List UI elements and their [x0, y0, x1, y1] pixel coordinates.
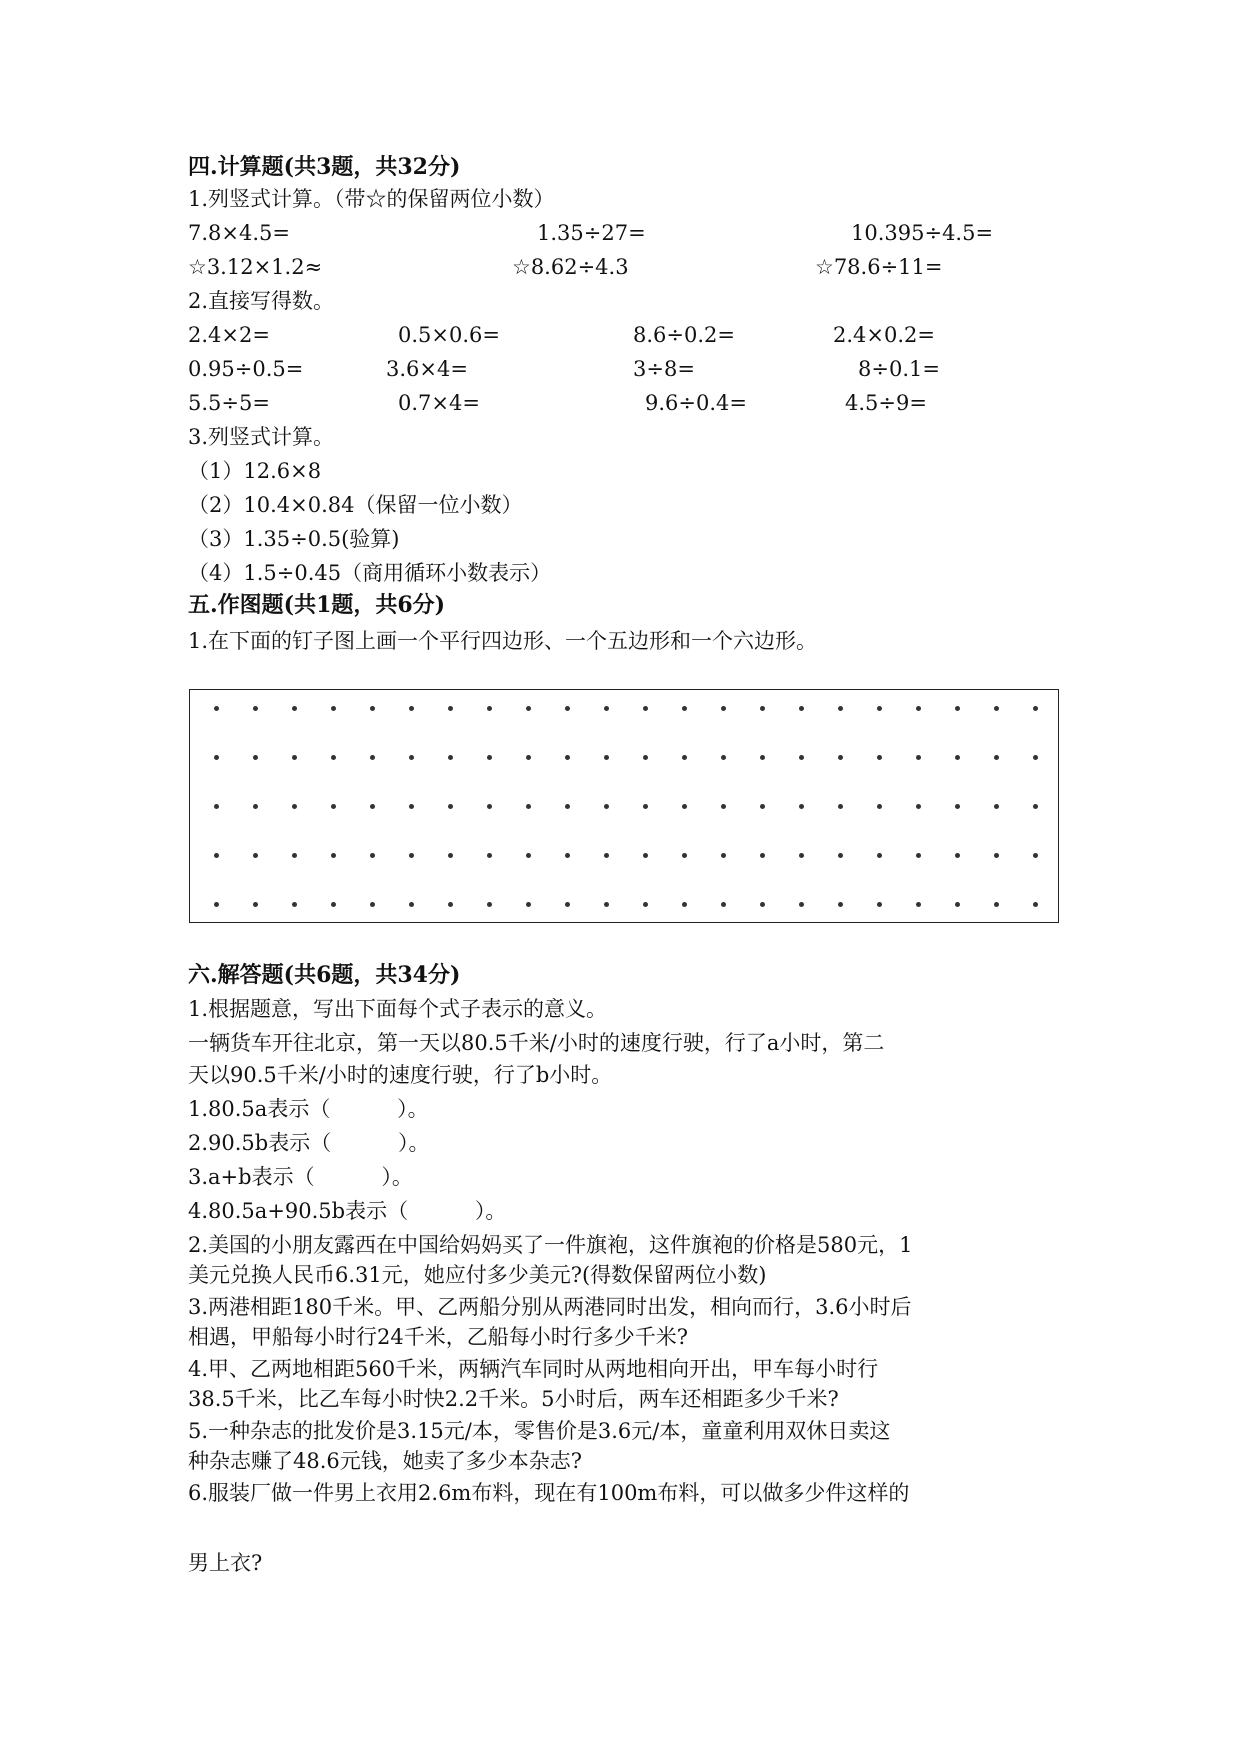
q6-6-text: 男上衣?	[188, 1551, 263, 1575]
nail-dot	[487, 804, 492, 809]
oral-item: 0.5×0.6=	[398, 323, 500, 347]
q4-3-title: 3.列竖式计算。	[188, 425, 335, 449]
q6-1-text: 天以90.5千米/小时的速度行驶，行了b小时。	[188, 1063, 613, 1087]
nail-dot	[955, 706, 960, 711]
q4-3-item: （4）1.5÷0.45（商用循环小数表示）	[188, 561, 552, 585]
q4-2-title: 2.直接写得数。	[188, 289, 335, 313]
nail-dot	[526, 902, 531, 907]
nail-dot	[682, 804, 687, 809]
q6-1-sub: 2.90.5b表示（ ）。	[188, 1131, 430, 1155]
nail-dot	[409, 804, 414, 809]
nail-dot	[409, 706, 414, 711]
q5-1-text: 1.在下面的钉子图上画一个平行四边形、一个五边形和一个六边形。	[188, 629, 818, 653]
nail-dot	[721, 853, 726, 858]
oral-item: 9.6÷0.4=	[645, 391, 747, 415]
nail-dot	[604, 902, 609, 907]
nail-dot	[877, 706, 882, 711]
nail-dot	[838, 804, 843, 809]
nail-dot	[682, 706, 687, 711]
nail-dot	[292, 853, 297, 858]
nail-dot	[565, 902, 570, 907]
oral-item: 5.5÷5=	[188, 391, 270, 415]
nail-dot	[370, 853, 375, 858]
nail-dot	[604, 804, 609, 809]
oral-item: 4.5÷9=	[845, 391, 927, 415]
calc-item: ☆78.6÷11=	[815, 255, 943, 279]
nail-dot	[760, 755, 765, 760]
nail-dot	[370, 804, 375, 809]
nail-dot	[331, 706, 336, 711]
calc-item: ☆3.12×1.2≈	[188, 255, 323, 279]
nail-dot	[877, 853, 882, 858]
calc-item: 10.395÷4.5=	[851, 221, 994, 245]
nail-board	[189, 689, 1059, 923]
section5-title: 五.作图题(共1题，共6分)	[188, 592, 446, 618]
nail-dot	[1033, 804, 1038, 809]
nail-dot	[370, 755, 375, 760]
nail-dot	[643, 853, 648, 858]
nail-dot	[799, 706, 804, 711]
nail-dot	[643, 755, 648, 760]
nail-dot	[565, 853, 570, 858]
nail-dot	[331, 804, 336, 809]
q6-1-text: 一辆货车开往北京，第一天以80.5千米/小时的速度行驶，行了a小时，第二	[188, 1031, 885, 1055]
q4-3-item: （1）12.6×8	[188, 459, 322, 483]
nail-dot	[838, 902, 843, 907]
nail-dot	[565, 755, 570, 760]
nail-dot	[916, 755, 921, 760]
nail-dot	[643, 902, 648, 907]
nail-dot	[292, 902, 297, 907]
nail-dot	[487, 902, 492, 907]
nail-dot	[604, 853, 609, 858]
nail-dot	[331, 853, 336, 858]
nail-dot	[448, 755, 453, 760]
nail-dot	[955, 902, 960, 907]
nail-dot	[916, 853, 921, 858]
nail-dot	[799, 853, 804, 858]
q6-4-text: 4.甲、乙两地相距560千米，两辆汽车同时从两地相向开出，甲车每小时行	[188, 1357, 879, 1381]
nail-dot	[1033, 706, 1038, 711]
nail-dot	[1033, 853, 1038, 858]
nail-dot	[214, 706, 219, 711]
nail-dot	[604, 755, 609, 760]
q4-3-item: （3）1.35÷0.5(验算)	[188, 527, 400, 551]
oral-item: 2.4×0.2=	[833, 323, 935, 347]
nail-dot	[760, 804, 765, 809]
oral-item: 8÷0.1=	[858, 357, 940, 381]
nail-dot	[565, 804, 570, 809]
q4-3-item: （2）10.4×0.84（保留一位小数）	[188, 493, 523, 517]
oral-item: 3.6×4=	[386, 357, 468, 381]
nail-dot	[1033, 902, 1038, 907]
nail-dot	[448, 804, 453, 809]
nail-dot	[916, 804, 921, 809]
nail-dot	[370, 902, 375, 907]
q6-1-sub: 3.a+b表示（ ）。	[188, 1165, 413, 1189]
nail-dot	[955, 755, 960, 760]
nail-dot	[487, 755, 492, 760]
nail-dot	[1033, 755, 1038, 760]
nail-dot	[253, 755, 258, 760]
nail-dot	[760, 706, 765, 711]
nail-dot	[994, 853, 999, 858]
oral-item: 0.95÷0.5=	[188, 357, 304, 381]
nail-dot	[994, 755, 999, 760]
nail-dot	[760, 853, 765, 858]
q4-1-title: 1.列竖式计算。（带☆的保留两位小数）	[188, 187, 555, 211]
nail-dot	[994, 804, 999, 809]
q6-1-sub: 1.80.5a表示（ ）。	[188, 1097, 429, 1121]
nail-dot	[682, 853, 687, 858]
nail-dot	[214, 902, 219, 907]
nail-dot	[721, 902, 726, 907]
nail-dot	[409, 853, 414, 858]
nail-dot	[370, 706, 375, 711]
nail-dot	[760, 902, 765, 907]
nail-dot	[955, 853, 960, 858]
nail-dot	[487, 853, 492, 858]
q6-5-text: 5.一种杂志的批发价是3.15元/本，零售价是3.6元/本，童童利用双休日卖这	[188, 1419, 891, 1443]
nail-dot	[838, 853, 843, 858]
nail-dot	[838, 755, 843, 760]
nail-dot	[916, 706, 921, 711]
nail-dot	[214, 755, 219, 760]
nail-dot	[799, 755, 804, 760]
nail-dot	[682, 755, 687, 760]
calc-item: 1.35÷27=	[537, 221, 646, 245]
section6-title: 六.解答题(共6题，共34分)	[188, 962, 461, 988]
nail-dot	[409, 902, 414, 907]
nail-dot	[292, 706, 297, 711]
nail-dot	[721, 706, 726, 711]
nail-dot	[604, 706, 609, 711]
q6-4-text: 38.5千米，比乙车每小时快2.2千米。5小时后，两车还相距多少千米?	[188, 1387, 839, 1411]
nail-dot	[526, 706, 531, 711]
nail-dot	[214, 853, 219, 858]
nail-dot	[526, 755, 531, 760]
q6-1-title: 1.根据题意，写出下面每个式子表示的意义。	[188, 997, 608, 1021]
calc-item: ☆8.62÷4.3	[512, 255, 629, 279]
nail-dot	[214, 804, 219, 809]
nail-dot	[526, 853, 531, 858]
section4-title: 四.计算题(共3题，共32分)	[188, 154, 461, 180]
nail-dot	[409, 755, 414, 760]
q6-1-sub: 4.80.5a+90.5b表示（ ）。	[188, 1199, 507, 1223]
nail-dot	[526, 804, 531, 809]
nail-dot	[877, 755, 882, 760]
nail-dot	[448, 706, 453, 711]
nail-dot	[292, 755, 297, 760]
nail-dot	[331, 902, 336, 907]
oral-item: 2.4×2=	[188, 323, 270, 347]
nail-dot	[682, 902, 687, 907]
q6-3-text: 3.两港相距180千米。甲、乙两船分别从两港同时出发，相向而行，3.6小时后	[188, 1295, 912, 1319]
nail-dot	[253, 706, 258, 711]
q6-6-text: 6.服装厂做一件男上衣用2.6m布料，现在有100m布料，可以做多少件这样的	[188, 1481, 910, 1505]
nail-dot	[994, 706, 999, 711]
q6-2-text: 2.美国的小朋友露西在中国给妈妈买了一件旗袍，这件旗袍的价格是580元，1	[188, 1233, 913, 1257]
oral-item: 8.6÷0.2=	[633, 323, 735, 347]
nail-dot	[838, 706, 843, 711]
q6-3-text: 相遇，甲船每小时行24千米，乙船每小时行多少千米?	[188, 1325, 688, 1349]
q6-2-text: 美元兑换人民币6.31元，她应付多少美元?(得数保留两位小数)	[188, 1263, 767, 1287]
nail-dot	[955, 804, 960, 809]
nail-dot	[916, 902, 921, 907]
nail-dot	[448, 853, 453, 858]
nail-dot	[253, 853, 258, 858]
nail-dot	[565, 706, 570, 711]
nail-dot	[799, 902, 804, 907]
nail-dot	[448, 902, 453, 907]
nail-dot	[331, 755, 336, 760]
nail-dot	[253, 804, 258, 809]
oral-item: 3÷8=	[633, 357, 695, 381]
nail-dot	[253, 902, 258, 907]
nail-dot	[799, 804, 804, 809]
nail-dot	[643, 706, 648, 711]
nail-dot	[643, 804, 648, 809]
nail-dot	[292, 804, 297, 809]
nail-dot	[877, 902, 882, 907]
nail-dot	[721, 804, 726, 809]
nail-dot	[721, 755, 726, 760]
q6-5-text: 种杂志赚了48.6元钱，她卖了多少本杂志?	[188, 1449, 583, 1473]
oral-item: 0.7×4=	[398, 391, 480, 415]
nail-dot	[994, 902, 999, 907]
nail-dot	[877, 804, 882, 809]
nail-dot	[487, 706, 492, 711]
calc-item: 7.8×4.5=	[188, 221, 290, 245]
